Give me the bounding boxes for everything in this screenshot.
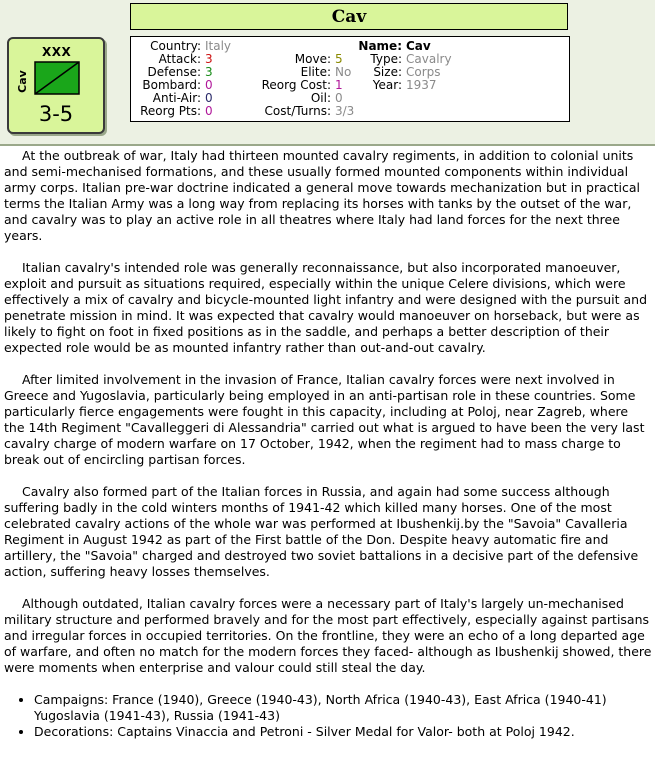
name-label: Name: [358,39,402,53]
campaigns-item: • Campaigns: France (1940), Greece (1940-43), North Africa (1940-43), East Africa (1940-41) Yugoslavia (1941-43), Russia (1941-43) [34,692,652,724]
move-value: 5 [335,52,343,66]
history-paragraph: After limited involvement in the invasion of France, Italian cavalry forces were next involved in Greece and Yugoslavia, particularly being employed in an anti-partisan role in these countries. Some particularly fierce engagements were fought in this capacity, including at Poloj, near Zagreb, where the 14th Regiment "Cavalleggeri di Alessandria" carried out what is argued to have been the very last cavalry charge of modern warfare on 17 October, 1942, when the regiment had to mass charge to break out of encircling partisan forces. [4,372,645,467]
oil-value: 0 [335,91,343,105]
history-paragraph: Although outdated, Italian cavalry forces were a necessary part of Italy's largely un-mechanised military structure and performed bravely and for the most part effectively, especially against partisans and irregular forces in occupied territories. On the frontline, they were an echo of a long departed age of warfare, and often no match for the modern forces they faced- although as Ibushenkij showed, there were moments when enterprise and valour could still steal the day. [4,596,652,675]
cavalry-symbol-icon [34,61,80,95]
reorg-pts-value: 0 [205,104,213,118]
elite-label: Elite: [300,65,331,79]
title-bar [130,3,568,30]
decorations-item: • Decorations: Captains Vinaccia and Petroni - Silver Medal for Valor- both at Poloj 1942. [34,724,652,740]
defense-label: Defense: [147,65,201,79]
cost-turns-value: 3/3 [335,104,355,118]
type-label: Type: [370,52,402,66]
page-title: Cav [331,6,367,27]
counter-unit-abbrev: Cav [15,69,29,93]
size-label: Size: [373,65,402,79]
reorg-pts-label: Reorg Pts: [140,104,201,118]
year-label: Year: [372,78,402,92]
anti-air-label: Anti-Air: [152,91,201,105]
cost-turns-label: Cost/Turns: [264,104,331,118]
facts-list [4,692,652,740]
counter-combat-values: 3-5 [38,102,74,126]
attack-label: Attack: [158,52,201,66]
bombard-label: Bombard: [142,78,201,92]
unit-history-text [4,148,652,740]
elite-value: No [335,65,352,79]
defense-value: 3 [205,65,213,79]
counter-unit-abbrev-wrap [12,59,32,103]
reorg-cost-label: Reorg Cost: [261,78,331,92]
year-value: 1937 [406,78,437,92]
country-value: Italy [205,39,232,53]
history-paragraph: At the outbreak of war, Italy had thirteen mounted cavalry regiments, in addition to colonial units and semi-mechanised formations, and these usually formed mounted components within individual army corps. Italian pre-war doctrine indicated a general move towards mechanization but in practical terms the Italian Army was a long way from replacing its horses with tanks by the outset of the war, and cavalry was to play an active role in all theatres where Italy had land forces for the next three years. [4,148,641,243]
name-value: Cav [406,39,431,53]
unit-counter [7,37,105,134]
oil-label: Oil: [310,91,331,105]
move-label: Move: [294,52,331,66]
history-paragraph: Italian cavalry's intended role was generally reconnaissance, but also incorporated manoeuver, exploit and pursuit as situations required, especially within the unique Celere divisions, which were effectively a mix of cavalry and bicycle-mounted light infantry and were designed with the pursuit and penetrate mission in mind. It was expected that cavalry would manoeuver on horseback, but were as likely to fight on foot in fixed positions as in the saddle, and perhaps a better description of their expected role would be as mounted infantry rather than out-and-out cavalry. [4,260,648,355]
attack-value: 3 [205,52,213,66]
type-value: Cavalry [406,52,452,66]
bombard-value: 0 [205,78,213,92]
country-label: Country: [150,39,201,53]
counter-unit-size: XXX [42,45,72,59]
reorg-cost-value: 1 [335,78,343,92]
size-value: Corps [406,65,441,79]
anti-air-value: 0 [205,91,213,105]
history-paragraph: Cavalry also formed part of the Italian forces in Russia, and again had some success although suffering badly in the cold winters months of 1941-42 which killed many horses. One of the most celebrated cavalry actions of the whole war was performed at Ibushenkij.by the "Savoia" Cavalleria Regiment in August 1942 as part of the First battle of the Don. Despite heavy automatic fire and artillery, the "Savoia" charged and destroyed two soviet battalions in a decisive part of the defensive action, suffering heavy losses themselves. [4,484,639,579]
unit-stats-panel [130,36,570,122]
header-divider [0,144,655,146]
